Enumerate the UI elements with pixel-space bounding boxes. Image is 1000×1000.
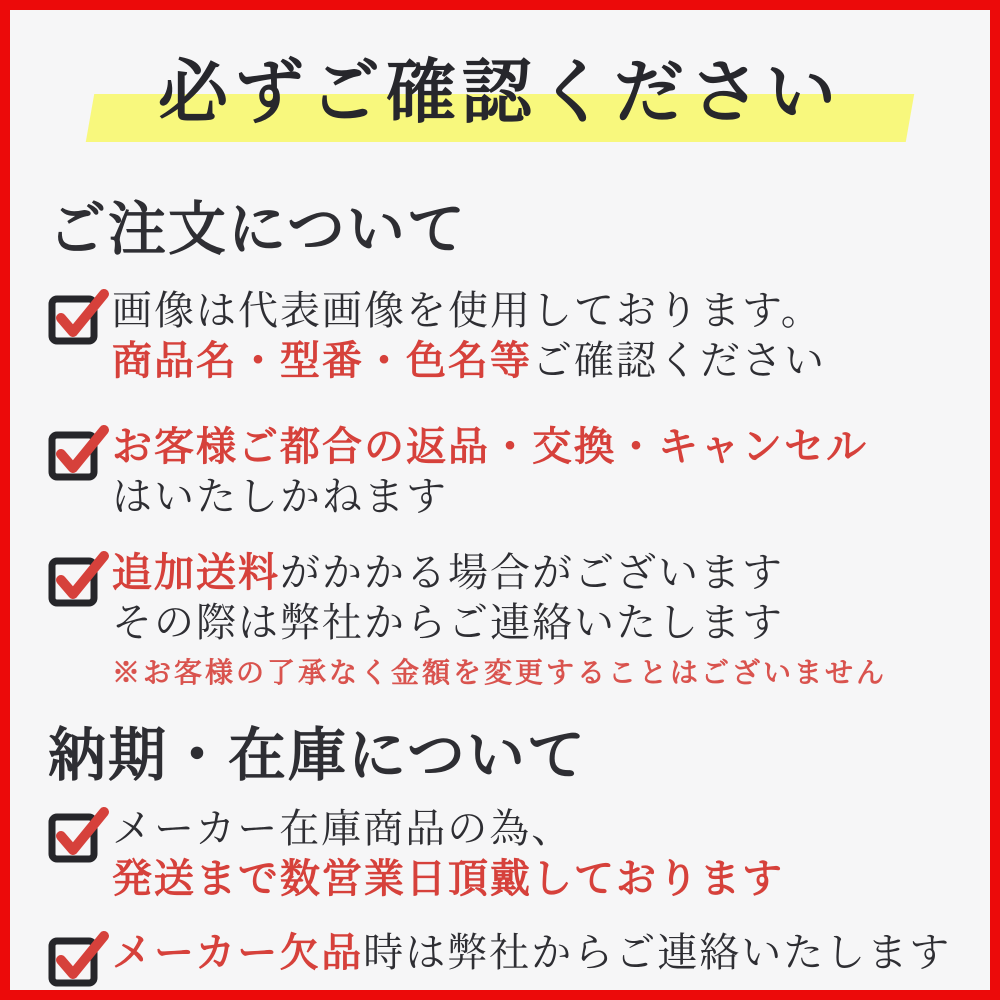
checkbox-checked-icon: [48, 424, 110, 482]
item-line: 画像は代表画像を使用しております。: [112, 288, 823, 334]
item-line-red: 商品名・型番・色名等: [112, 337, 532, 384]
item-line-red: メーカー欠品: [112, 929, 364, 976]
list-item-maker-stock: [48, 804, 970, 904]
checkbox-checked-icon: [48, 930, 110, 988]
page-title: 必ずご確認ください: [158, 50, 842, 133]
list-item-representative-image: [48, 286, 970, 386]
item-text: [112, 928, 951, 978]
item-text: [112, 804, 784, 904]
checkbox-checked-icon: [48, 806, 110, 864]
page-title-block: [120, 42, 880, 146]
item-line: その際は弊社からご連絡いたします: [112, 600, 784, 646]
item-line: がかかる場合がございます: [280, 550, 784, 596]
item-line-red: 発送まで数営業日頂戴しております: [112, 855, 784, 902]
list-item-extra-shipping: [48, 548, 970, 694]
item-text: [112, 422, 868, 522]
item-note: ※お客様の了承なく金額を変更することはございません: [112, 656, 888, 689]
item-line: ご確認ください: [532, 338, 826, 384]
checkbox-checked-icon: [48, 550, 110, 608]
item-line: 時は弊社からご連絡いたします: [363, 930, 952, 976]
item-text: [112, 548, 887, 694]
section-heading-delivery: 納期・在庫について: [48, 721, 587, 789]
item-line: メーカー在庫商品の為、: [112, 806, 574, 852]
item-text: [112, 286, 826, 386]
list-item-maker-shortage: [48, 928, 970, 988]
list-item-returns: [48, 422, 970, 522]
checkbox-checked-icon: [48, 288, 110, 346]
item-line-red: 追加送料: [112, 549, 280, 596]
section-heading-orders: ご注文について: [48, 195, 467, 263]
item-line: はいたしかねます: [112, 474, 448, 520]
item-line-red: お客様ご都合の返品・交換・キャンセル: [112, 423, 868, 470]
